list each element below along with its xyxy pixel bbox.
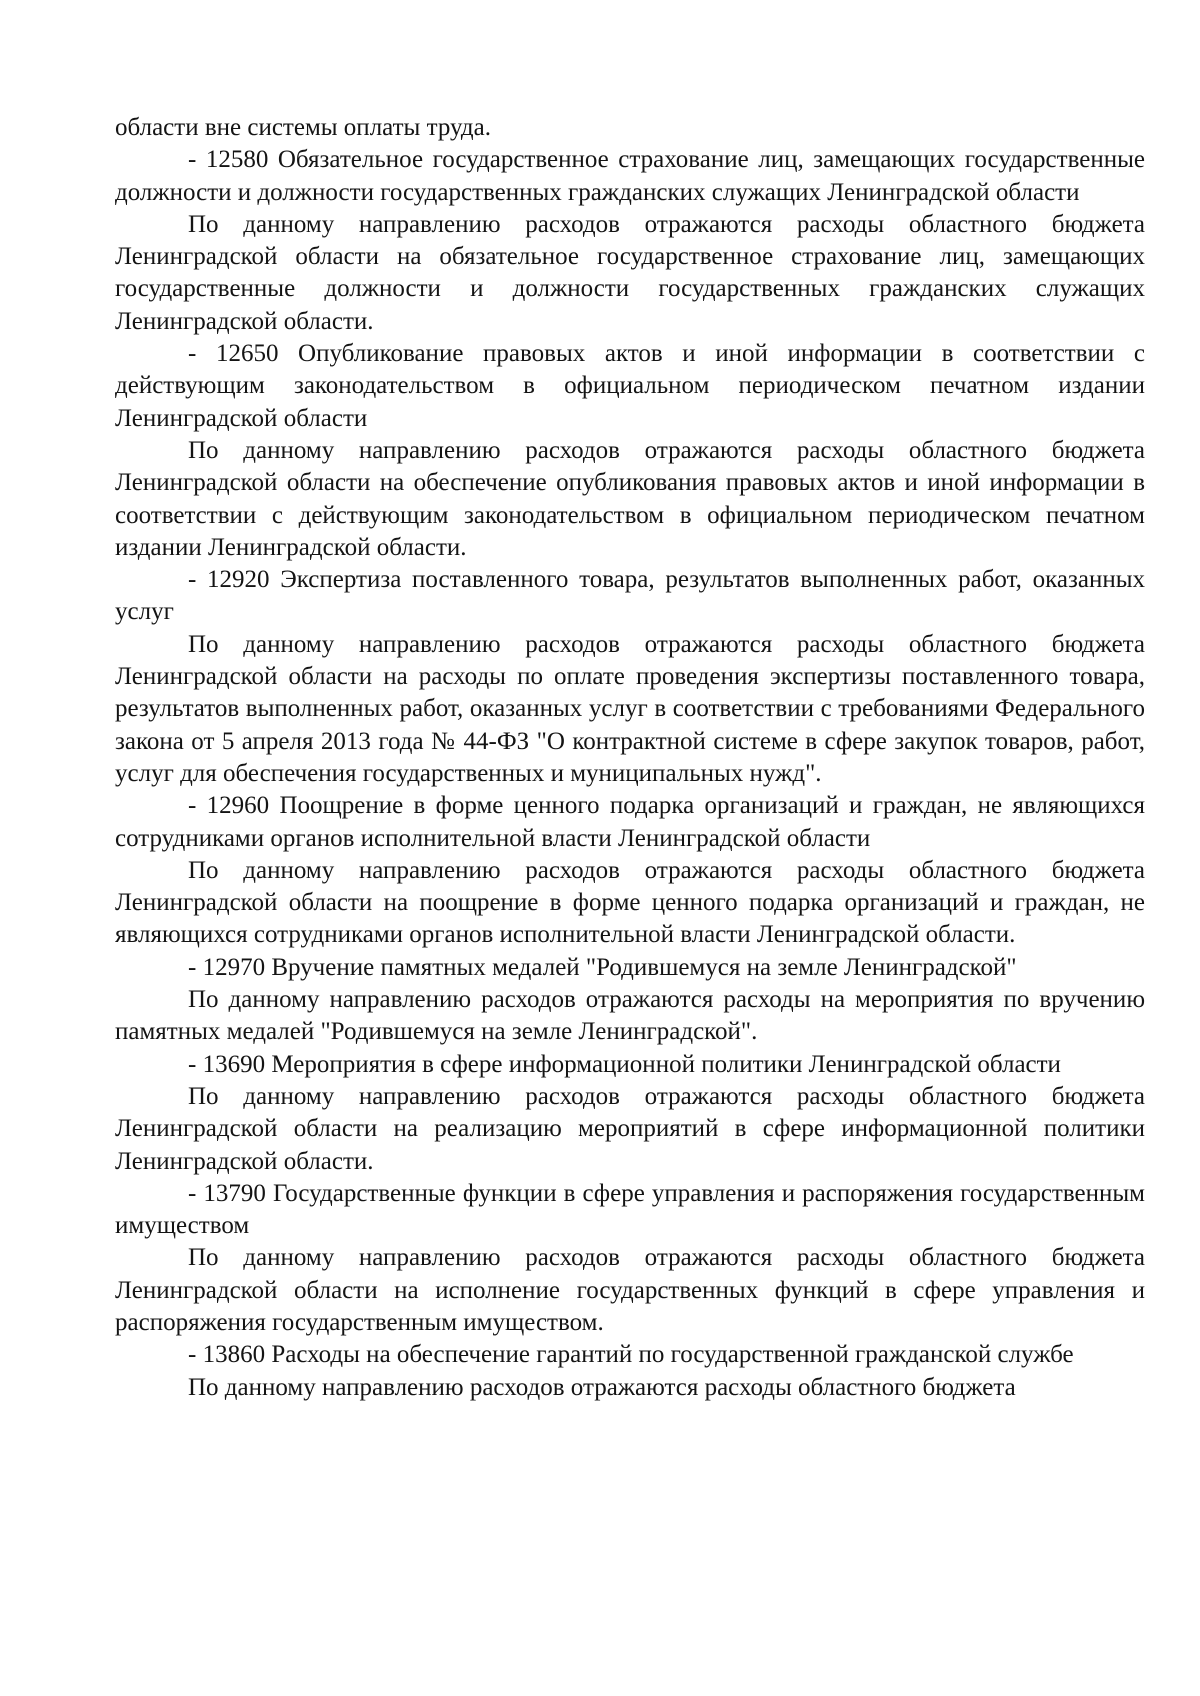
expense-item-heading: - 13860 Расходы на обеспечение гарантий по государственной гражданской службе: [188, 1341, 1074, 1369]
paragraph: По данному направлению расходов отражаются расходы областного бюджета: [188, 1373, 1016, 1401]
paragraph: области вне системы оплаты труда.: [115, 114, 491, 141]
document-page: [115, 112, 1145, 1404]
paragraph: По данному направлению расходов отражаются расходы на мероприятия по вручению памятных медалей "Родившемуся на земле Ленинградской".: [115, 986, 1145, 1046]
paragraph: По данному направлению расходов отражаются расходы областного бюджета Ленинградской области на расходы по оплате проведения экспертизы поставленного товара, результатов выполненных работ, оказанных услуг в соответствии с требованиями Федерального закона от 5 апреля 2013 года № 44-ФЗ "О контрактной системе в сфере закупок товаров, работ, услуг для обеспечения государственных и муниципальных нужд".: [115, 630, 1145, 787]
expense-item-heading: - 12580 Обязательное государственное страхование лиц, замещающих государственные должности и должности государственных гражданских служащих Ленинградской области: [115, 146, 1145, 206]
expense-item-heading: - 12650 Опубликование правовых актов и иной информации в соответствии с действующим законодательством в официальном периодическом печатном издании Ленинградской области: [115, 340, 1145, 432]
paragraph: По данному направлению расходов отражаются расходы областного бюджета Ленинградской области на исполнение государственных функций в сфере управления и распоряжения государственным имуществом.: [115, 1244, 1145, 1336]
expense-item-heading: - 12970 Вручение памятных медалей "Родившемуся на земле Ленинградской": [188, 953, 1017, 981]
paragraph: По данному направлению расходов отражаются расходы областного бюджета Ленинградской области на реализацию мероприятий в сфере информационной политики Ленинградской области.: [115, 1082, 1145, 1175]
document-body: [115, 112, 1145, 1404]
paragraph: По данному направлению расходов отражаются расходы областного бюджета Ленинградской области на обеспечение опубликования правовых актов и иной информации в соответствии с действующим законодательством в официальном периодическом печатном издании Ленинградской области.: [115, 436, 1145, 561]
expense-item-heading: - 12920 Экспертиза поставленного товара, результатов выполненных работ, оказанных услуг: [115, 566, 1145, 626]
expense-item-heading: - 12960 Поощрение в форме ценного подарка организаций и граждан, не являющихся сотрудниками органов исполнительной власти Ленинградской области: [115, 792, 1145, 852]
expense-item-heading: - 13790 Государственные функции в сфере управления и распоряжения государственным имуществом: [115, 1179, 1145, 1240]
paragraph: По данному направлению расходов отражаются расходы областного бюджета Ленинградской области на поощрение в форме ценного подарка организаций и граждан, не являющихся сотрудниками органов исполнительной власти Ленинградской области.: [115, 856, 1145, 949]
paragraph: По данному направлению расходов отражаются расходы областного бюджета Ленинградской области на обязательное государственное страхование лиц, замещающих государственные должности и должности государственных гражданских служащих Ленинградской области.: [115, 210, 1145, 335]
expense-item-heading: - 13690 Мероприятия в сфере информационной политики Ленинградской области: [188, 1050, 1061, 1078]
